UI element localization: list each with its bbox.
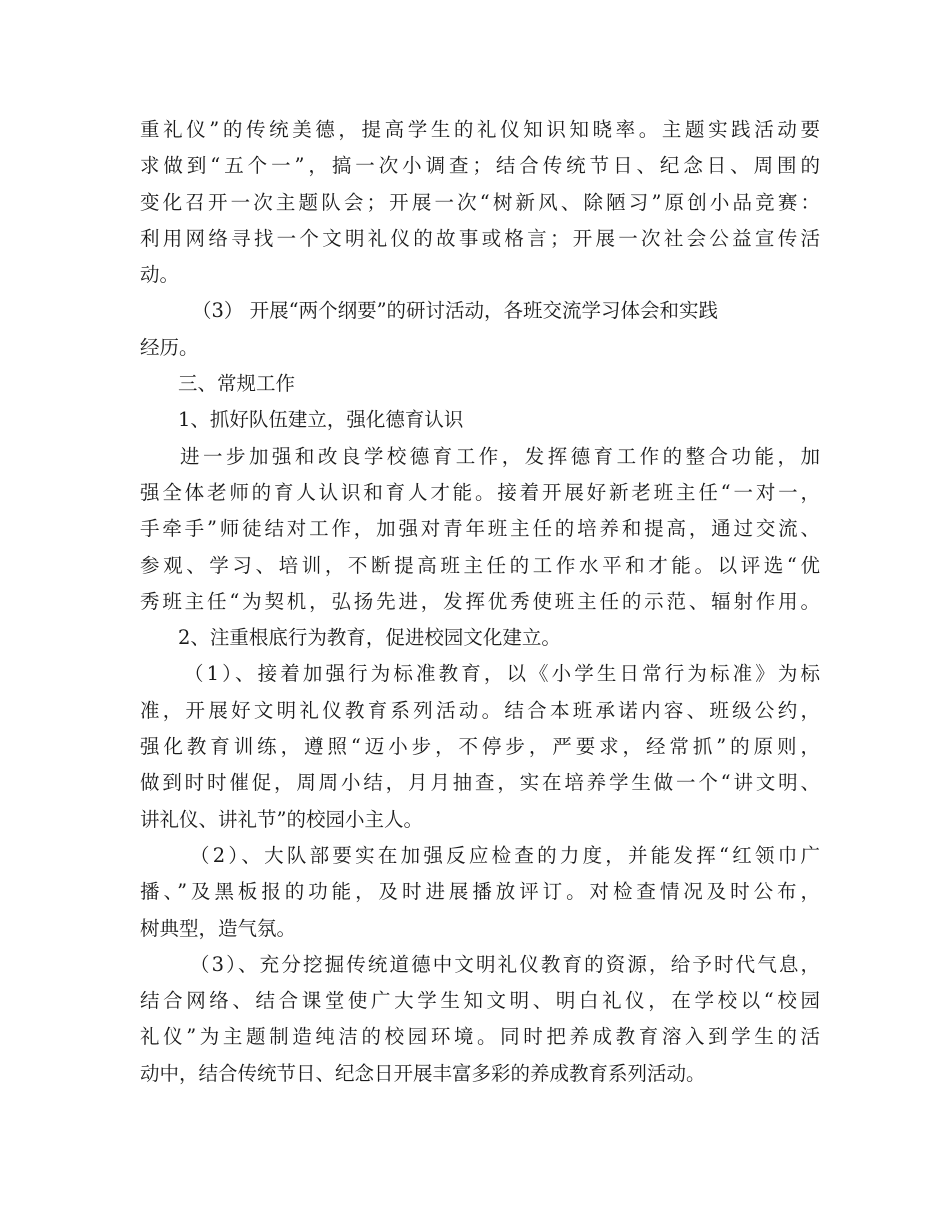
text-line: 经历。 (140, 335, 199, 359)
subsection-heading: 2、注重根底行为教育，促进校园文化建立。 (178, 626, 561, 650)
subsection-heading: 1、抓好队伍建立，强化德育认识 (178, 408, 464, 432)
text-line: 动中，结合传统节日、纪念日开展丰富多彩的养成教育系列活动。 (140, 1061, 706, 1085)
text-line: （3） 开展“两个纲要”的研讨活动，各班交流学习体会和实践 (192, 299, 719, 323)
text-line: 手牵手”师徒结对工作，加强对青年班主任的培养和提高，通过交流、 (140, 517, 820, 541)
text-line: 进一步加强和改良学校德育工作，发挥德育工作的整合功能，加 (180, 444, 820, 468)
text-line: 求做到“五个一”，搞一次小调查；结合传统节日、纪念日、周围的 (140, 154, 820, 178)
text-line: （2）、大队部要实在加强反应检查的力度，并能发挥“红领巾广 (190, 843, 820, 867)
text-line: 讲礼仪、讲礼节”的校园小主人。 (140, 807, 423, 831)
text-line: 结合网络、结合课堂使广大学生知文明、明白礼仪，在学校以“校园 (140, 989, 820, 1013)
text-line: 礼仪”为主题制造纯洁的校园环境。同时把养成教育溶入到学生的活 (140, 1025, 820, 1049)
text-line: 播、”及黑板报的功能，及时进展播放评订。对检查情况及时公布， (140, 880, 820, 904)
text-line: 做到时时催促，周周小结，月月抽查，实在培养学生做一个“讲文明、 (140, 771, 820, 795)
text-line: 准，开展好文明礼仪教育系列活动。结合本班承诺内容、班级公约， (140, 698, 820, 722)
text-line: 参观、学习、培训，不断提高班主任的工作水平和才能。以评选“优 (140, 553, 820, 577)
text-line: 重礼仪”的传统美德，提高学生的礼仪知识知晓率。主题实践活动要 (140, 118, 820, 141)
text-line: 变化召开一次主题队会；开展一次“树新风、除陋习”原创小品竞赛： (140, 190, 820, 214)
text-line: 动。 (140, 263, 180, 287)
text-line: （3）、充分挖掘传统道德中文明礼仪教育的资源，给予时代气息， (190, 952, 820, 976)
text-line: 强全体老师的育人认识和育人才能。接着开展好新老班主任“一对一， (140, 480, 820, 504)
text-line: 树典型，造气氛。 (140, 916, 297, 940)
text-line: 秀班主任“为契机，弘扬先进，发挥优秀使班主任的示范、辐射作用。 (140, 589, 820, 613)
text-line: 强化教育训练，遵照“迈小步，不停步，严要求，经常抓”的原则， (140, 735, 820, 759)
section-heading: 三、常规工作 (178, 372, 296, 396)
text-line: （1）、接着加强行为标准教育，以《小学生日常行为标准》为标 (184, 662, 820, 686)
text-line: 利用网络寻找一个文明礼仪的故事或格言；开展一次社会公益宣传活 (140, 226, 820, 250)
document-body (140, 112, 820, 1092)
